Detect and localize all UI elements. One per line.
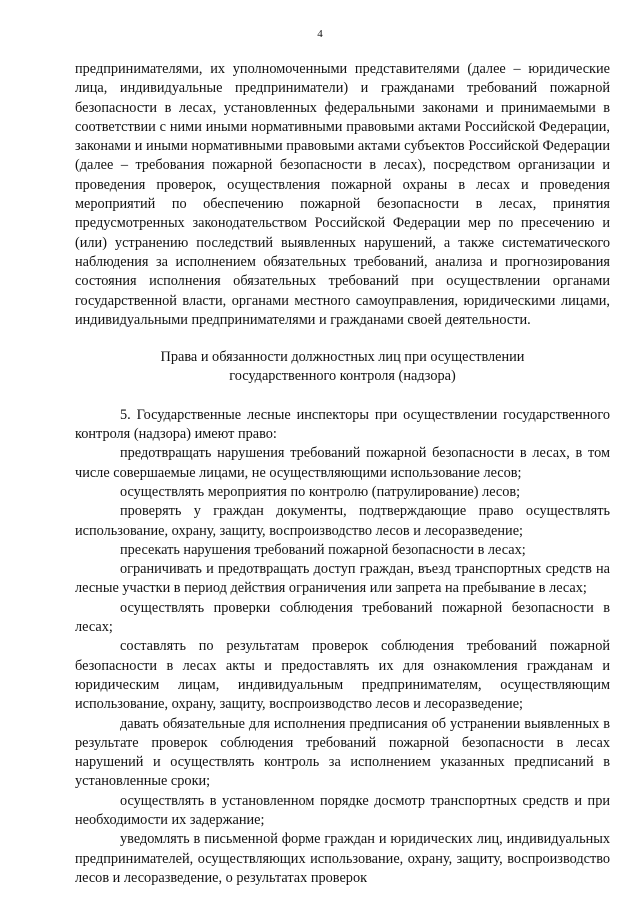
section-heading (75, 348, 610, 387)
right-item: уведомлять в письменной форме граждан и юридических лиц, индивидуальных предпринимателей, осуществляющих использование, охрану, защиту, воспроизводство лесов и лесоразведение, о результатах проверок (75, 831, 610, 886)
right-item: предотвращать нарушения требований пожарной безопасности в лесах, в том числе совершаемые лицами, не осуществляющими использование лесов; (75, 445, 610, 481)
section-heading-line-1: Права и обязанности должностных лиц при осуществлении (160, 349, 525, 366)
right-item: ограничивать и предотвращать доступ граждан, въезд транспортных средств на лесные участки в период действия ограничения или запрета на пребывание в лесах; (75, 561, 610, 597)
right-item: давать обязательные для исполнения предписания об устранении выявленных в результате проверок соблюдения требований пожарной безопасности в лесах нарушений и осуществлять контроль за исполнением указанных предписаний в установленные сроки; (75, 715, 610, 790)
clause-5: 5. Государственные лесные инспекторы при осуществлении государственного контроля (надзора) имеют право: (75, 406, 610, 443)
right-item: проверять у граждан документы, подтверждающие право осуществлять использование, охрану, защиту, воспроизводство лесов и лесоразведение; (75, 503, 610, 539)
right-item: осуществлять мероприятия по контролю (патрулирование) лесов; (120, 483, 521, 500)
right-item: осуществлять в установленном порядке досмотр транспортных средств и при необходимости их задержание; (75, 792, 610, 828)
page-number: 4 (317, 28, 323, 40)
right-item: осуществлять проверки соблюдения требований пожарной безопасности в лесах; (75, 599, 610, 636)
document-body (75, 60, 610, 888)
intro-paragraph: предпринимателями, их уполномоченными представителями (далее – юридические лица, индивидуальные предприниматели) и гражданами требований пожарной безопасности в лесах, установленных федеральными законами и принимаемыми в соответствии с ними иными нормативными правовыми актами Российской Федерации, законами и иными нормативными правовыми актами субъектов Российской Федерации (далее – требования пожарной безопасности в лесах), посредством организации и проведения проверок, осуществления пожарной охраны в лесах и проведения мероприятий по обеспечению пожарной безопасности в лесах, принятия предусмотренных законодательством Российской Федерации мер по пресечению и (или) устранению последствий выявленных нарушений, а также систематического наблюдения за исполнением обязательных требований, анализа и прогнозирования состояния исполнения обязательных требований при осуществлении органами государственной власти, органами местного самоуправления, юридическими лицами, индивидуальными предпринимателями и гражданами своей деятельности. (75, 61, 610, 328)
right-item: пресекать нарушения требований пожарной безопасности в лесах; (120, 541, 526, 558)
section-heading-line-2: государственного контроля (надзора) (229, 368, 456, 385)
right-item: составлять по результатам проверок соблюдения требований пожарной безопасности в лесах акты и предоставлять их для ознакомления гражданам и юридическим лицам, индивидуальным предпринимателям, осуществляющим использование, охрану, защиту, воспроизводство лесов и лесоразведение; (75, 638, 610, 713)
